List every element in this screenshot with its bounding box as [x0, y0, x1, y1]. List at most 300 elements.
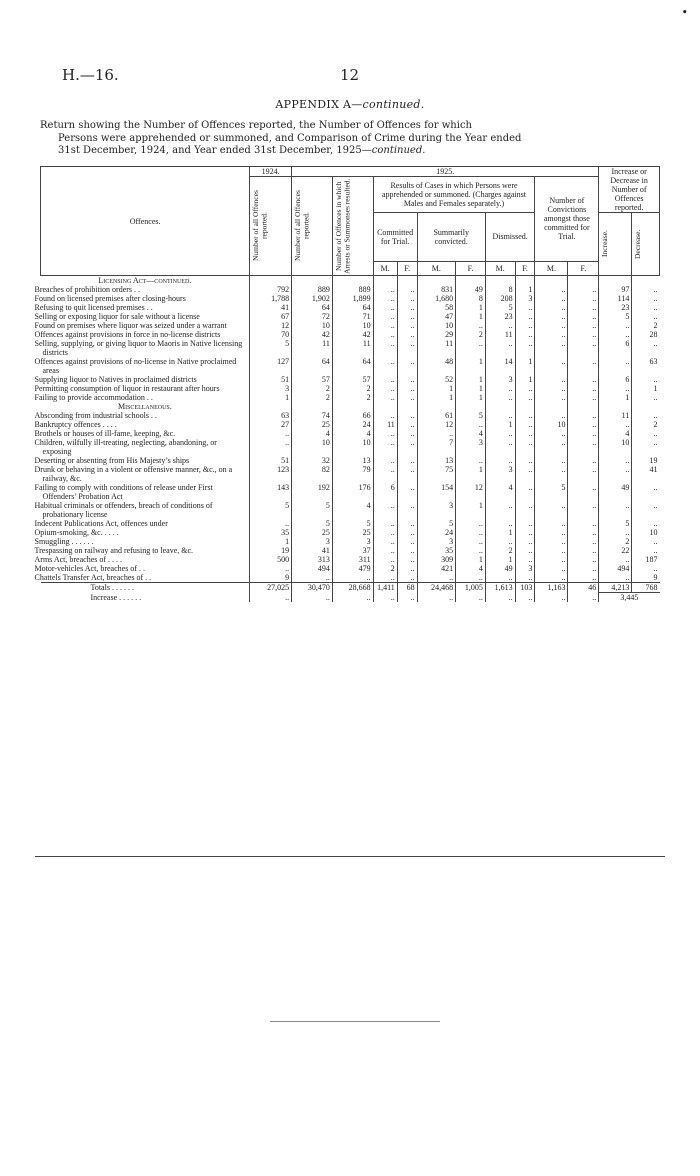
section-title: Licensing Act—continued. — [98, 276, 192, 285]
value-cell: 58 — [417, 303, 456, 312]
table-row — [41, 555, 660, 564]
value-cell: .. — [599, 573, 632, 583]
table-row — [41, 312, 660, 321]
value-cell: .. — [485, 501, 515, 519]
value-cell: 123 — [250, 465, 292, 483]
value-cell: .. — [632, 564, 660, 573]
empty-cell: .. — [292, 593, 333, 603]
value-cell: .. — [568, 555, 599, 564]
value-cell: .. — [397, 465, 417, 483]
all-offences-1924-header: Number of all Offences reported. — [251, 190, 269, 262]
value-cell: 10 — [292, 321, 333, 330]
value-cell: 13 — [332, 456, 373, 465]
table-row — [41, 519, 660, 528]
value-cell: .. — [515, 339, 535, 357]
value-cell: 64 — [332, 357, 373, 375]
value-cell: 4 — [485, 483, 515, 501]
value-cell: .. — [456, 321, 486, 330]
value-cell: 5 — [292, 519, 333, 528]
empty-cell — [599, 402, 632, 411]
value-cell: 82 — [292, 465, 333, 483]
value-cell: .. — [535, 393, 568, 402]
summarily-header: Summarily convicted. — [417, 213, 485, 262]
value-cell: .. — [535, 555, 568, 564]
value-cell: 1 — [456, 501, 486, 519]
value-cell: .. — [515, 420, 535, 429]
value-cell: .. — [456, 528, 486, 537]
value-cell: 1 — [250, 537, 292, 546]
value-cell: .. — [535, 384, 568, 393]
value-cell: 1 — [632, 384, 660, 393]
table-row — [41, 537, 660, 546]
total-cell: 30,470 — [292, 583, 333, 593]
value-cell: .. — [397, 339, 417, 357]
value-cell: .. — [568, 465, 599, 483]
value-cell: 309 — [417, 555, 456, 564]
value-cell: 49 — [599, 483, 632, 501]
value-cell: .. — [632, 546, 660, 555]
value-cell: .. — [632, 339, 660, 357]
offence-name: Habitual criminals or offenders, breach of conditions of probationary license — [34, 501, 213, 519]
value-cell: 63 — [250, 411, 292, 420]
value-cell: 10 — [332, 321, 373, 330]
empty-cell — [250, 276, 292, 286]
all-offences-1925-header: Number of all Offences reported. — [293, 190, 311, 262]
f-header: F. — [515, 261, 535, 275]
offence-name: Deserting or absenting from His Majesty’s ships — [34, 456, 190, 465]
value-cell: 25 — [332, 528, 373, 537]
value-cell: 5 — [599, 312, 632, 321]
value-cell: .. — [485, 411, 515, 420]
value-cell: 10 — [332, 438, 373, 456]
value-cell: .. — [568, 456, 599, 465]
value-cell: 5 — [456, 411, 486, 420]
value-cell: 3 — [485, 375, 515, 384]
offence-name: Refusing to quit licensed premises . . — [34, 303, 153, 312]
empty-cell — [515, 402, 535, 411]
value-cell: 3 — [250, 384, 292, 393]
value-cell: .. — [417, 429, 456, 438]
table-row — [41, 573, 660, 583]
value-cell: 192 — [292, 483, 333, 501]
value-cell: .. — [632, 483, 660, 501]
table-row — [41, 465, 660, 483]
value-cell: 1 — [456, 375, 486, 384]
value-cell: .. — [397, 456, 417, 465]
value-cell: .. — [535, 312, 568, 321]
value-cell: .. — [599, 321, 632, 330]
value-cell: 11 — [417, 339, 456, 357]
total-cell: 27,025 — [250, 583, 292, 593]
offence-name: Chattels Transfer Act, breaches of . . — [34, 573, 152, 582]
value-cell: 42 — [332, 330, 373, 339]
value-cell: .. — [485, 384, 515, 393]
value-cell: 1 — [250, 393, 292, 402]
value-cell: 1,788 — [250, 294, 292, 303]
value-cell: .. — [456, 420, 486, 429]
offence-name: Arms Act, breaches of . . . . — [34, 555, 123, 564]
value-cell: .. — [535, 303, 568, 312]
value-cell: .. — [535, 537, 568, 546]
offence-name: Brothels or houses of ill-fame, keeping, &c. — [34, 429, 176, 438]
value-cell: .. — [397, 357, 417, 375]
value-cell: .. — [397, 330, 417, 339]
value-cell: .. — [568, 501, 599, 519]
value-cell: 11 — [332, 339, 373, 357]
value-cell: .. — [632, 294, 660, 303]
value-cell: .. — [632, 537, 660, 546]
table-row — [41, 321, 660, 330]
empty-cell: .. — [373, 593, 397, 603]
value-cell: .. — [535, 294, 568, 303]
total-cell: 768 — [632, 583, 660, 593]
value-cell: 71 — [332, 312, 373, 321]
value-cell: 3 — [515, 294, 535, 303]
value-cell: 10 — [632, 528, 660, 537]
value-cell: .. — [397, 546, 417, 555]
value-cell: .. — [373, 555, 397, 564]
value-cell: 187 — [632, 555, 660, 564]
value-cell: 1,680 — [417, 294, 456, 303]
value-cell: 11 — [599, 411, 632, 420]
value-cell: 48 — [417, 357, 456, 375]
f-header: F. — [397, 261, 417, 275]
results-header: Results of Cases in which Persons were apprehended or summoned. (Charges against Males and Females separately.) — [373, 177, 535, 213]
value-cell: 494 — [292, 564, 333, 573]
committed-header: Committed for Trial. — [373, 213, 417, 262]
table-row — [41, 420, 660, 429]
empty-cell — [373, 276, 397, 286]
value-cell: 14 — [485, 357, 515, 375]
value-cell: .. — [397, 411, 417, 420]
value-cell: 1 — [417, 384, 456, 393]
value-cell: 889 — [332, 285, 373, 294]
value-cell: .. — [417, 573, 456, 583]
value-cell: 1 — [485, 555, 515, 564]
value-cell: .. — [568, 411, 599, 420]
value-cell: .. — [373, 465, 397, 483]
offence-name: Failing to comply with conditions of release under First Offenders’ Probation Act — [34, 483, 213, 501]
value-cell: .. — [373, 384, 397, 393]
page-header-ref: H.—16. — [62, 66, 119, 84]
year-1925-header: 1925. — [292, 167, 599, 177]
empty-cell — [373, 402, 397, 411]
value-cell: 3 — [456, 438, 486, 456]
offence-name: Bankruptcy offences . . . . — [34, 420, 117, 429]
return-line-2: Persons were apprehended or summoned, and Comparison of Crime during the Year ended — [58, 132, 522, 144]
value-cell: .. — [632, 501, 660, 519]
empty-cell — [332, 402, 373, 411]
value-cell: .. — [485, 429, 515, 438]
value-cell: .. — [632, 303, 660, 312]
value-cell: 1,899 — [332, 294, 373, 303]
total-cell: 1,005 — [456, 583, 486, 593]
value-cell: 51 — [250, 456, 292, 465]
total-cell: 46 — [568, 583, 599, 593]
value-cell: 154 — [417, 483, 456, 501]
value-cell: .. — [599, 384, 632, 393]
offence-name: Breaches of prohibition orders . . — [34, 285, 141, 294]
value-cell: .. — [373, 411, 397, 420]
net-increase-value: 3,445 — [599, 593, 660, 603]
value-cell: .. — [397, 483, 417, 501]
value-cell: .. — [397, 564, 417, 573]
value-cell: .. — [599, 501, 632, 519]
value-cell: 1 — [456, 555, 486, 564]
offence-name: Permitting consumption of liquor in restaurant after hours — [34, 384, 220, 393]
table-row — [41, 375, 660, 384]
table-row — [41, 438, 660, 456]
value-cell: 8 — [485, 285, 515, 294]
value-cell: 64 — [292, 357, 333, 375]
value-cell: .. — [632, 411, 660, 420]
value-cell: 22 — [599, 546, 632, 555]
totals-row — [41, 583, 660, 593]
table-row — [41, 564, 660, 573]
value-cell: 10 — [417, 321, 456, 330]
value-cell: 2 — [599, 537, 632, 546]
value-cell: 313 — [292, 555, 333, 564]
value-cell: .. — [632, 519, 660, 528]
value-cell: 75 — [417, 465, 456, 483]
empty-cell — [535, 276, 568, 286]
value-cell: 2 — [292, 393, 333, 402]
value-cell: 792 — [250, 285, 292, 294]
table-row — [41, 294, 660, 303]
value-cell: 4 — [332, 501, 373, 519]
total-cell: 103 — [515, 583, 535, 593]
value-cell: 67 — [250, 312, 292, 321]
decrease-header: Decrease. — [633, 229, 643, 259]
empty-cell — [632, 402, 660, 411]
increase-decrease-header: Increase or Decrease in Number of Offences reported. — [599, 167, 660, 213]
m-header: M. — [535, 261, 568, 275]
value-cell: .. — [568, 285, 599, 294]
value-cell: 49 — [485, 564, 515, 573]
value-cell: .. — [292, 573, 333, 583]
value-cell: 70 — [250, 330, 292, 339]
total-cell: 24,468 — [417, 583, 456, 593]
m-header: M. — [373, 261, 397, 275]
value-cell: 2 — [292, 384, 333, 393]
value-cell: 11 — [373, 420, 397, 429]
value-cell: 24 — [417, 528, 456, 537]
value-cell: .. — [332, 573, 373, 583]
value-cell: 3 — [292, 537, 333, 546]
table-row — [41, 384, 660, 393]
value-cell: .. — [632, 312, 660, 321]
value-cell: .. — [535, 501, 568, 519]
empty-cell — [568, 276, 599, 286]
value-cell: 6 — [599, 339, 632, 357]
value-cell: 13 — [417, 456, 456, 465]
value-cell: .. — [456, 456, 486, 465]
value-cell: .. — [568, 420, 599, 429]
value-cell: .. — [515, 546, 535, 555]
value-cell: 421 — [417, 564, 456, 573]
value-cell: 47 — [417, 312, 456, 321]
empty-cell: .. — [535, 593, 568, 603]
table-row — [41, 456, 660, 465]
empty-cell: .. — [485, 593, 515, 603]
value-cell: 5 — [332, 519, 373, 528]
value-cell: .. — [397, 384, 417, 393]
value-cell: 29 — [417, 330, 456, 339]
value-cell: 4 — [332, 429, 373, 438]
value-cell: .. — [632, 375, 660, 384]
value-cell: 64 — [332, 303, 373, 312]
value-cell: .. — [373, 429, 397, 438]
offence-name: Indecent Publications Act, offences under — [34, 519, 168, 528]
value-cell: 1 — [515, 375, 535, 384]
appendix-title: APPENDIX A—continued. — [275, 98, 425, 111]
value-cell: .. — [515, 393, 535, 402]
offence-name: Trespassing on railway and refusing to leave, &c. — [34, 546, 194, 555]
value-cell: .. — [373, 294, 397, 303]
value-cell: .. — [515, 483, 535, 501]
value-cell: .. — [397, 312, 417, 321]
empty-cell — [568, 402, 599, 411]
empty-cell: .. — [417, 593, 456, 603]
value-cell: .. — [515, 456, 535, 465]
value-cell: 1 — [456, 303, 486, 312]
value-cell: 41 — [292, 546, 333, 555]
value-cell: 8 — [456, 294, 486, 303]
value-cell: .. — [373, 330, 397, 339]
table-row — [41, 429, 660, 438]
value-cell: .. — [535, 357, 568, 375]
value-cell: .. — [515, 501, 535, 519]
value-cell: 6 — [373, 483, 397, 501]
value-cell: .. — [599, 357, 632, 375]
value-cell: 74 — [292, 411, 333, 420]
total-cell: 28,668 — [332, 583, 373, 593]
offences-table — [34, 166, 660, 602]
value-cell: .. — [515, 321, 535, 330]
empty-cell — [417, 276, 456, 286]
value-cell: 1 — [515, 285, 535, 294]
value-cell: 10 — [535, 420, 568, 429]
empty-cell: .. — [397, 593, 417, 603]
empty-cell — [599, 276, 632, 286]
value-cell: .. — [568, 330, 599, 339]
value-cell: .. — [373, 438, 397, 456]
value-cell: 79 — [332, 465, 373, 483]
value-cell: .. — [515, 429, 535, 438]
value-cell: .. — [397, 519, 417, 528]
value-cell: .. — [568, 546, 599, 555]
offence-name: Smuggling . . . . . . — [34, 537, 94, 546]
value-cell: .. — [568, 312, 599, 321]
value-cell: .. — [568, 321, 599, 330]
value-cell: 35 — [250, 528, 292, 537]
value-cell: .. — [568, 537, 599, 546]
value-cell: .. — [599, 420, 632, 429]
value-cell: 52 — [417, 375, 456, 384]
value-cell: .. — [485, 393, 515, 402]
value-cell: .. — [373, 573, 397, 583]
value-cell: 4 — [456, 429, 486, 438]
empty-cell — [332, 276, 373, 286]
value-cell: .. — [373, 519, 397, 528]
value-cell: 5 — [535, 483, 568, 501]
value-cell: 1 — [599, 393, 632, 402]
value-cell: .. — [632, 438, 660, 456]
offence-name: Offences against provisions of no-license in Native proclaimed areas — [34, 357, 237, 375]
return-heading — [40, 120, 660, 158]
value-cell: .. — [515, 519, 535, 528]
value-cell: 49 — [456, 285, 486, 294]
value-cell: .. — [568, 393, 599, 402]
value-cell: .. — [485, 321, 515, 330]
total-cell: 1,163 — [535, 583, 568, 593]
empty-cell — [485, 276, 515, 286]
value-cell: 1 — [456, 465, 486, 483]
value-cell: .. — [373, 339, 397, 357]
value-cell: .. — [568, 294, 599, 303]
value-cell: 5 — [599, 519, 632, 528]
value-cell: 494 — [599, 564, 632, 573]
value-cell: .. — [515, 312, 535, 321]
value-cell: 10 — [599, 438, 632, 456]
value-cell: 127 — [250, 357, 292, 375]
increase-label: Increase . . . . . . — [90, 592, 142, 602]
offences-header: Offences. — [41, 167, 250, 276]
value-cell: .. — [485, 456, 515, 465]
value-cell: .. — [535, 438, 568, 456]
value-cell: .. — [535, 519, 568, 528]
value-cell: 24 — [332, 420, 373, 429]
value-cell: .. — [373, 456, 397, 465]
value-cell: 3 — [417, 501, 456, 519]
value-cell: 5 — [417, 519, 456, 528]
value-cell: 32 — [292, 456, 333, 465]
value-cell: .. — [373, 312, 397, 321]
value-cell: 51 — [250, 375, 292, 384]
empty-cell — [250, 402, 292, 411]
value-cell: .. — [568, 564, 599, 573]
value-cell: .. — [485, 438, 515, 456]
table-row — [41, 546, 660, 555]
value-cell: .. — [373, 375, 397, 384]
table-row — [41, 393, 660, 402]
value-cell: 19 — [250, 546, 292, 555]
value-cell: .. — [535, 375, 568, 384]
value-cell: .. — [568, 519, 599, 528]
value-cell: .. — [535, 456, 568, 465]
value-cell: .. — [568, 438, 599, 456]
value-cell: 2 — [373, 564, 397, 573]
value-cell: .. — [535, 564, 568, 573]
value-cell: 3 — [332, 537, 373, 546]
value-cell: .. — [515, 303, 535, 312]
value-cell: 35 — [417, 546, 456, 555]
value-cell: 2 — [456, 330, 486, 339]
table-row — [41, 330, 660, 339]
empty-cell — [397, 276, 417, 286]
empty-cell: .. — [456, 593, 486, 603]
value-cell: .. — [250, 429, 292, 438]
total-cell: 68 — [397, 583, 417, 593]
value-cell: .. — [397, 294, 417, 303]
value-cell: 1 — [456, 357, 486, 375]
offence-name: Found on premises where liquor was seized under a warrant — [34, 321, 227, 330]
value-cell: 500 — [250, 555, 292, 564]
empty-cell: .. — [568, 593, 599, 603]
value-cell: .. — [535, 285, 568, 294]
value-cell: .. — [397, 393, 417, 402]
year-1924-header: 1924. — [250, 167, 292, 177]
